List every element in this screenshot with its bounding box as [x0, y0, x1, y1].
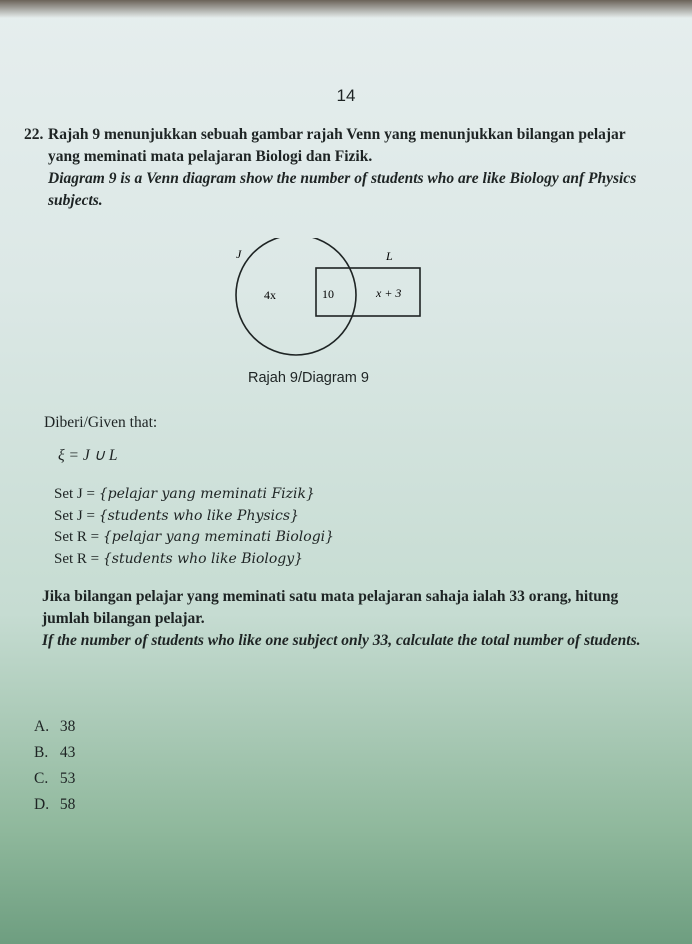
instruction-malay: Jika bilangan pelajar yang meminati satu mata pelajaran sahaja ialah 33 orang, hitung jumlah bilangan pelajar.	[42, 588, 619, 627]
region-l-only: x + 3	[376, 286, 402, 300]
option-b[interactable]: B. 43	[34, 744, 76, 761]
page-top-shadow	[0, 0, 692, 18]
region-j-only: 4x	[264, 288, 276, 302]
label-l: L	[386, 249, 393, 263]
question-text	[48, 124, 658, 212]
page-number: 14	[336, 86, 356, 105]
label-j: J	[236, 247, 242, 261]
question-number: 22.	[24, 126, 44, 143]
region-both: 10	[322, 287, 334, 301]
venn-diagram	[228, 238, 428, 368]
set-definition: Set R = {students who like Biology}	[54, 550, 304, 567]
set-definition: Set R = {pelajar yang meminati Biologi}	[54, 529, 335, 545]
set-j-circle	[236, 238, 356, 355]
universal-set-equation: ξ = J ∪ L	[58, 447, 118, 464]
instruction-english: If the number of students who like one subject only 33, calculate the total number of students.	[42, 632, 641, 649]
option-a[interactable]: A. 38	[34, 718, 76, 735]
given-label: Diberi/Given that:	[44, 414, 158, 431]
question-text-malay: Rajah 9 menunjukkan sebuah gambar rajah Venn yang menunjukkan bilangan pelajar yang meminati mata pelajaran Biologi dan Fizik.	[48, 126, 626, 165]
question-text-english: Diagram 9 is a Venn diagram show the number of students who are like Biology anf Physics subjects.	[48, 170, 637, 209]
set-definitions	[54, 484, 334, 570]
instruction-text	[42, 586, 662, 652]
option-d[interactable]: D. 58	[34, 796, 76, 813]
diagram-caption: Rajah 9/Diagram 9	[248, 370, 369, 386]
set-definition: Set J = {students who like Physics}	[54, 507, 299, 524]
set-definition: Set J = {pelajar yang meminati Fizik}	[54, 486, 315, 502]
answer-options	[34, 714, 75, 818]
option-c[interactable]: C. 53	[34, 770, 76, 787]
